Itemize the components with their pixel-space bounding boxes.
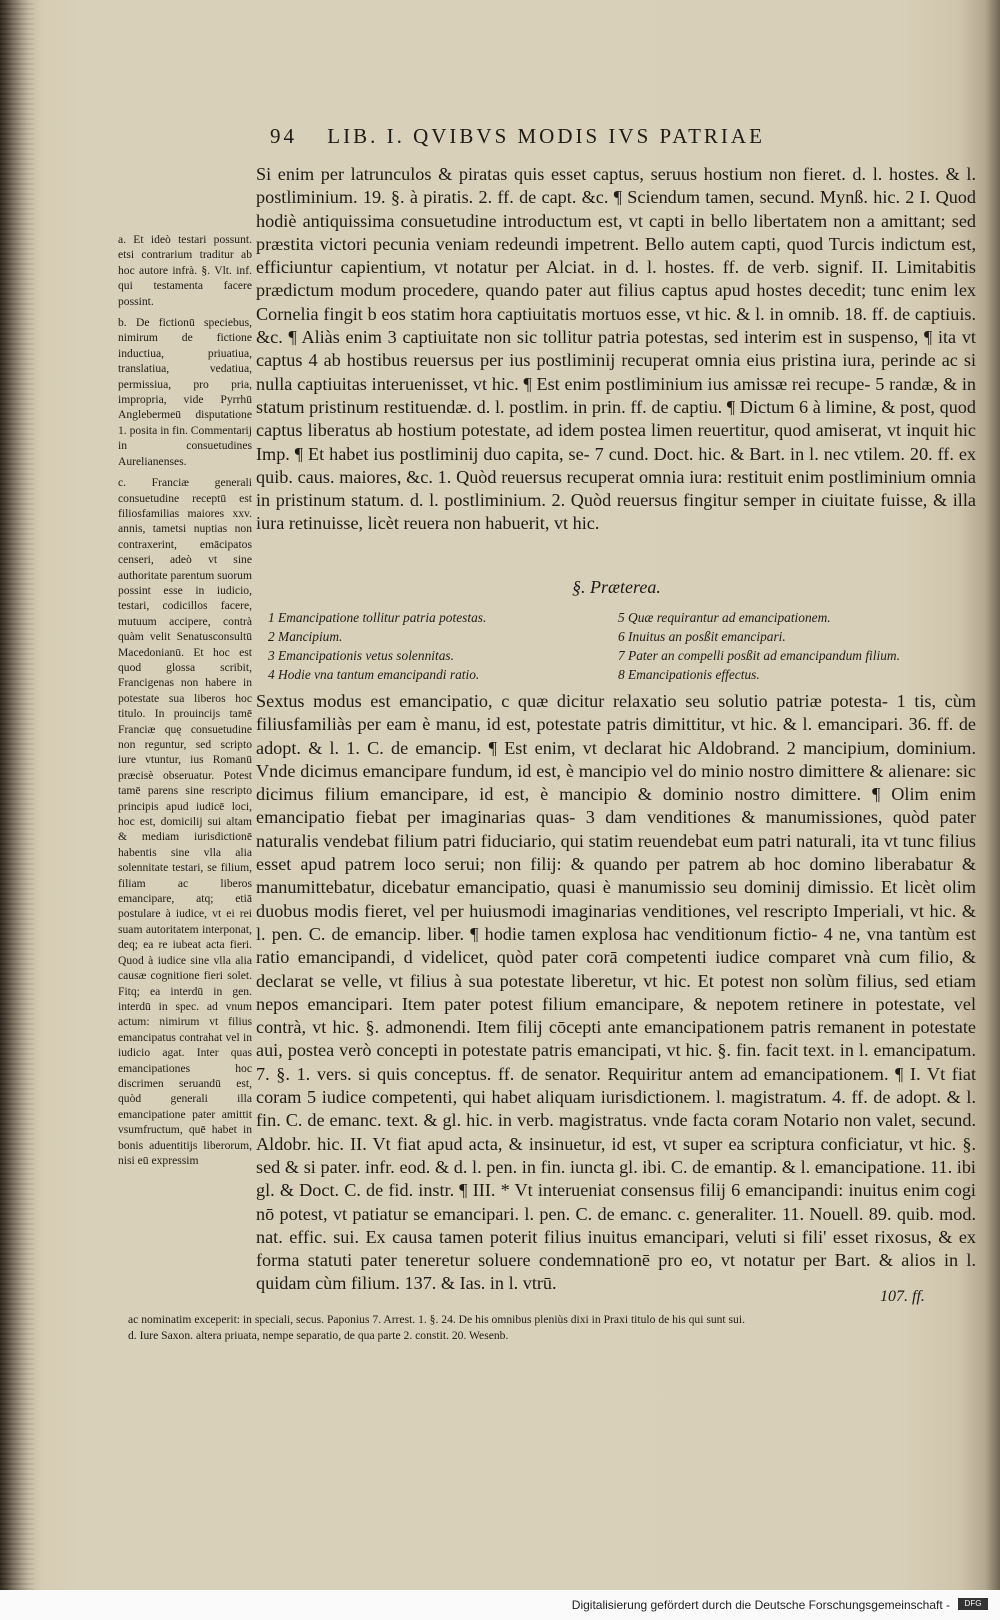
summary-item: 1 Emancipatione tollitur patria potestas. xyxy=(268,610,487,625)
dfg-logo: DFG xyxy=(958,1598,988,1610)
page-number: 94 xyxy=(270,124,297,148)
side-note-b: b. De fictionū speciebus, nimirum de fictione inductiua, priuatiua, translatiua, vedatiua, permissiua, pro pria, impropria, vide Pyrrhū Anglebermeū disputatione 1. posita in fin. Commentarij in consuetudines Aurelianenses. xyxy=(118,316,252,468)
summary-item: 7 Pater an compelli posßit ad emancipandum filium. xyxy=(618,648,900,663)
catchword: 107. ff. xyxy=(880,1288,925,1305)
side-notes xyxy=(118,232,252,1174)
header-title: LIB. I. QVIBVS MODIS IVS PATRIAE xyxy=(327,124,765,148)
summary-col-right xyxy=(618,608,948,684)
summary-item: 2 Mancipium. xyxy=(268,629,343,644)
summary-item: 4 Hodie vna tantum emancipandi ratio. xyxy=(268,667,480,682)
page-edge xyxy=(0,0,34,1590)
paragraph-2: Sextus modus est emancipatio, c quæ dicitur relaxatio seu solutio patriæ potesta- 1 tis, cùm filiusfamiliàs per eam è manu, id est, potestate patris dimittitur, vt hic. & l. emancipari. 36. ff. de adopt. & l. 1. C. de emancip. ¶ Est enim, vt declarat hic Aldobrand. 2 mancipium, dominium. Vnde dicimus emancipare fundum, id est, è mancipio vel do minio nostro dimittere & alienare: sic dicimus filium emancipare, id est, è mancipio & dominio nostro dimittere. ¶ Olim enim emancipatio fiebat per imaginarias quas- 3 dam venditiones & manumissiones, quòd pater naturalis vendebat filium patri fiduciario, qui statim reuendebat eum patri naturali, ita vt tunc filius esset apud patrem loco serui; non filij: & quando per patrem ab hoc domino liberabatur & manumittebatur, dicebatur emancipatio, quasi è manumissio seu dominij dimissio. Et licèt olim duobus modis fieret, vel per huiusmodi imaginarias venditiones, vel rescripto Imperiali, vt hic. & l. pen. C. de emancip. liber. ¶ hodie tamen explosa hac venditionum fictio- 4 ne, vna tantùm est ratio emancipandi, d videlicet, quòd pater corā competenti iudice comparet vnà cum filio, & declarat se velle, vt filius à sua potestate liberetur, vt hic. Et potest non solùm filius, sed etiam nepos emancipari. Item pater potest filium emancipare, & nepotem retinere in potestate, vel contrà, vt hic. §. admonendi. Item filij cōcepti ante emancipationem patris remanent in potestate aui, postea verò concepti in potestate patris emancipati, vt hic. §. fin. facit text. in l. emancipatum. 7. §. 1. vers. si quis conceptus. ff. de senator. Requiritur antem ad emancipationem. ¶ I. Vt fiat coram 5 iudice competenti, qui habet aliquam iurisdictionem. l. magistratum. 4. ff. de adopt. & l. fin. C. de emanc. text. & gl. hic. in verb. magistratus. vnde facta coram Notario non valet, secund. Aldobr. hic. II. Vt fiat apud acta, & insinuetur, id est, vt super ea scriptura conficiatur, vt hic. §. sed & si pater. infr. eod. & d. l. pen. in fin. iuncta gl. ibi. C. de emantip. & l. emancipatione. 11. ibi gl. & Doct. C. de fid. instr. ¶ III. * Vt interueniat consensus filij 6 emancipandi: inuitus enim cogi nō potest, vt patiatur se emancipari. l. pen. C. de emanc. c. generaliter. 11. Nouell. 89. quib. mod. nat. effic. sui. Ex causa tamen poterit filius inuitus emancipari, veluti si fili' esset rixosus, & ex forma statuti pater teneretur soluere condemnationē pro eo, vt notatur per Bart. & alios in l. quidam cùm filium. 137. & Ias. in l. vtrū. xyxy=(256,691,976,1294)
paragraph-1: Si enim per latrunculos & piratas quis esset captus, seruus hostium non fieret. d. l. hostes. & l. postliminium. 19. §. à piratis. 2. ff. de capt. &c. ¶ Sciendum tamen, secund. Mynß. hic. 2 I. Quod hodiè antiquissima consuetudine introductum est, vt capti in bello libertatem non a amittant; sed præstita victori pecunia veniam redeundi impetrent. Bello autem capti, quod Turcis indictum est, efficiuntur capientium, vt notatur per Alciat. in d. l. hostes. ff. de verb. signif. II. Limitabitis prædictum modum procedere, quando pater aut filius captus apud hostes decedit; tunc enim lex Cornelia fingit b eos statim hora captiuitatis mortuos esse, vt hic. & l. in omnib. 18. ff. de captiuis. &c. ¶ Aliàs enim 3 captiuitate non sic tollitur patria potestas, sed interim est in suspenso, ¶ ita vt captus 4 ab hostibus reuersus per ius postliminij recuperat omnia eius pristina iura, perinde ac si nulla captiuitas interuenisset, vt hic. ¶ Est enim postliminium ius amissæ rei recupe- 5 randæ, & in statum pristinum restituendæ. d. l. postlim. in prin. ff. de captiu. ¶ Dictum 6 à limine, & post, quod captus liberatus ab hostium potestate, ad idem postea limen reuertitur, quod amiserat, vt inquit hic Imp. ¶ Et habet ius postliminij duo capita, se- 7 cund. Doct. hic. & Bart. in l. nec vtilem. 20. ff. ex quib. caus. maiores, &c. 1. Quòd reuersus recuperat omnia iura: restituit enim postliminium omnia in pristinum statum. d. l. postliminium. 2. Quòd reuersus fingitur semper in ciuitate fuisse, & illa iura retinuisse, licèt reuera non habuerit, vt hic. xyxy=(256,164,976,534)
main-text xyxy=(256,163,976,536)
summary-item: 3 Emancipationis vetus solennitas. xyxy=(268,648,454,663)
summary-item: 6 Inuitus an posßit emancipari. xyxy=(618,629,786,644)
summary-item: 8 Emancipationis effectus. xyxy=(618,667,760,682)
footer-bar xyxy=(0,1590,1000,1620)
summary-col-left xyxy=(268,608,598,684)
footer-credit: Digitalisierung gefördert durch die Deutsche Forschungsgemeinschaft - xyxy=(571,1598,950,1612)
bottom-note-2: d. Iure Saxon. altera priuata, nempe separatio, de qua parte 2. constit. 20. Wesenb. xyxy=(128,1329,509,1342)
side-note-c: c. Franciæ generali consuetudine receptū est filiosfamilias maiores xxv. annis, tametsi nuptias non contraxerint, emācipatos censeri, adeò vt sine authoritate parentum suorum possint esse in iudicio, testari, codicillos facere, mutuum accipere, contrà quàm velit Senatusconsultū Macedonianū. Et hoc est quod glossa scribit, Francigenas non habere in potestate sua liberos hoc titulo. In prouincijs tamē Franciæ quę consuetudine non reguntur, sed scripto iure vtuntur, ius Romanū præcisè obseruatur. Potest tamē parens sine rescripto principis apud iudicē loci, hoc est, domicilij sui altam & mediam iurisdictionē habentis sine vlla alia solennitate testari, se filium, filiam ac liberos emancipare, atq; etiā postulare à iudice, vt ei rei suam autoritatem interponat, deq; ea re iubeat acta fieri. Quod à iudice sine vlla alia causæ cognitione fieri solet. Fitq; ea interdū in gen. interdū in spec. ad vnum actum: nimirum vt filius emancipatus contrahat vel in iudicio agat. Inter quas emancipationes hoc discrimen seruandū est, quòd generali illa emancipatione pater amittit vsumfructum, quē habet in bonis aduentitijs liberorum, nisi eū expressim xyxy=(118,476,252,1167)
summary-item: 5 Quæ requirantur ad emancipationem. xyxy=(618,610,831,625)
page xyxy=(40,20,995,1580)
main-text-2 xyxy=(256,690,976,1296)
side-note-a: a. Et ideò testari possunt. etsi contrarium traditur ab hoc autore infrà. §. Vlt. inf. qui testamenta facere possint. xyxy=(118,233,252,308)
section-heading: §. Præterea. xyxy=(572,577,661,597)
running-header xyxy=(270,124,920,149)
bottom-note-1: ac nominatim exceperit: in speciali, secus. Paponius 7. Arrest. 1. §. 24. De his omnibus pleniùs dixi in Praxi titulo de his qui sunt sui. xyxy=(128,1313,745,1326)
bottom-notes xyxy=(128,1312,948,1344)
